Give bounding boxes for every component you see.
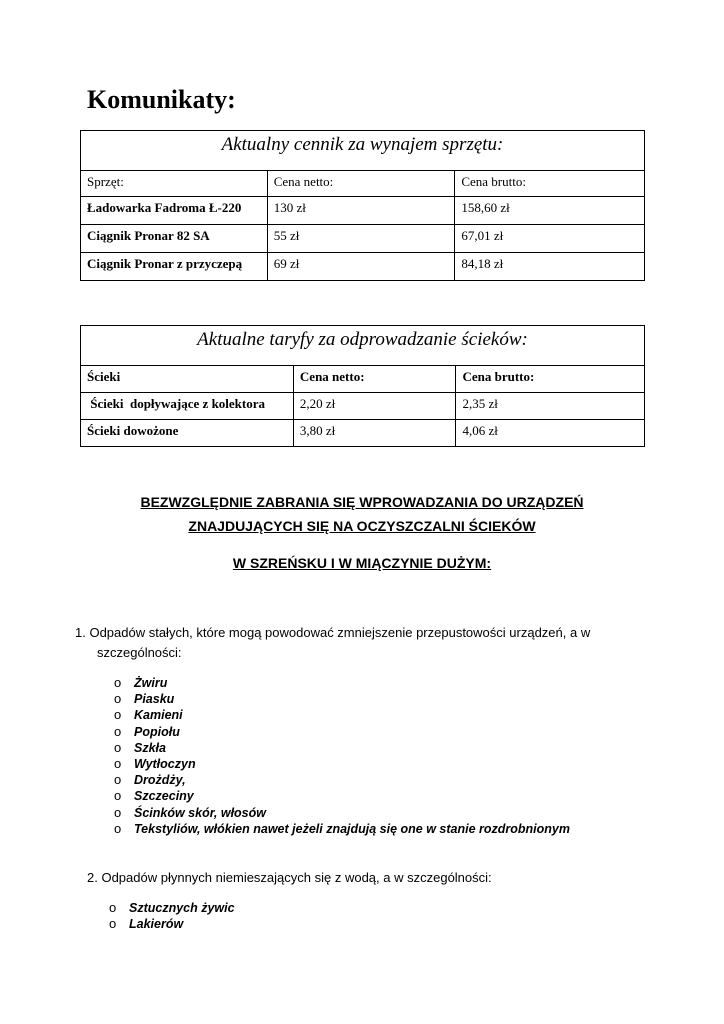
list-item-label: Drożdży, — [134, 773, 186, 788]
list-item-1-text-cont: szczególności: — [97, 645, 182, 660]
table-cell: 2,20 zł — [293, 393, 456, 420]
warning-heading-line-2: ZNAJDUJĄCYCH SIĘ NA OCZYSZCZALNI ŚCIEKÓW — [188, 518, 536, 534]
list-item-label: Szczeciny — [134, 789, 194, 804]
list-item-label: Popiołu — [134, 724, 180, 739]
table-cell: 130 zł — [267, 197, 455, 225]
table-caption: Aktualne taryfy za odprowadzanie ścieków: — [81, 326, 645, 366]
list-item — [109, 916, 235, 932]
list-item — [109, 900, 235, 916]
table-cell: 84,18 zł — [455, 253, 645, 281]
list-item-label: Sztucznych żywic — [129, 901, 235, 915]
table-cell: 55 zł — [267, 225, 455, 253]
list-item — [114, 788, 570, 804]
list-item-label: Tekstyliów, włókien nawet jeżeli znajdują się one w stanie rozdrobnionym — [134, 821, 570, 836]
sewage-tariff-table — [80, 325, 645, 447]
bullet-marker: o — [114, 691, 122, 707]
table-cell: 69 zł — [267, 253, 455, 281]
list-item — [114, 724, 570, 740]
table-cell: Ładowarka Fadroma Ł-220 — [81, 197, 268, 225]
bullet-marker: o — [114, 739, 122, 755]
list-item — [114, 675, 570, 691]
table-cell: Ciągnik Pronar z przyczepą — [81, 253, 268, 281]
list-item-label: Kamieni — [134, 708, 183, 723]
warning-heading-line-3: W SZREŃSKU I W MIĄCZYNIE DUŻYM: — [232, 555, 492, 571]
warning-heading-line-1: BEZWZGLĘDNIE ZABRANIA SIĘ WPROWADZANIA DO URZĄDZEŃ — [140, 494, 584, 510]
equipment-price-table — [80, 130, 645, 281]
bullet-marker: o — [109, 900, 117, 915]
list-item-2-text: 2. Odpadów płynnych niemieszających się z wodą, a w szczególności: — [87, 870, 492, 885]
table-cell: 67,01 zł — [455, 225, 645, 253]
list-item — [114, 707, 570, 723]
list-item — [114, 756, 570, 772]
table-cell: Ścieki dopływające z kolektora — [81, 393, 294, 420]
list-item-label: Wytłoczyn — [134, 756, 196, 771]
list-item-label: Piasku — [134, 692, 175, 707]
list-item-label: Ścinków skór, włosów — [134, 805, 266, 820]
list-item-1-subitems — [114, 675, 570, 837]
table-cell: 2,35 zł — [456, 393, 645, 420]
list-item-1-text: 1. Odpadów stałych, które mogą powodować zmniejszenie przepustowości urządzeń, a w — [75, 625, 591, 640]
list-item-2-subitems — [109, 900, 235, 932]
table-row — [81, 225, 645, 253]
bullet-marker: o — [114, 788, 122, 804]
list-item — [114, 740, 570, 756]
list-item-label: Lakierów — [129, 917, 184, 932]
table-caption: Aktualny cennik za wynajem sprzętu: — [81, 131, 645, 171]
table-cell: 4,06 zł — [456, 420, 645, 447]
table-cell: 158,60 zł — [455, 197, 645, 225]
table-row — [81, 420, 645, 447]
bullet-marker: o — [109, 916, 117, 932]
bullet-marker: o — [114, 723, 122, 739]
list-item — [114, 821, 570, 837]
bullet-marker: o — [114, 755, 122, 771]
column-header: Cena brutto: — [456, 366, 645, 393]
bullet-marker: o — [114, 804, 122, 820]
list-item — [114, 805, 570, 821]
column-header: Cena netto: — [267, 171, 455, 197]
bullet-marker: o — [114, 675, 122, 690]
column-header: Ścieki — [81, 366, 294, 393]
table-cell: Ciągnik Pronar 82 SA — [81, 225, 268, 253]
bullet-marker: o — [114, 772, 122, 788]
list-item-label: Żwiru — [134, 676, 168, 690]
column-header: Cena brutto: — [455, 171, 645, 197]
table-cell: Ścieki dowożone — [81, 420, 294, 447]
page-title: Komunikaty: — [87, 85, 236, 114]
column-header: Cena netto: — [293, 366, 456, 393]
column-header: Sprzęt: — [81, 171, 268, 197]
list-item — [114, 772, 570, 788]
list-item-label: Szkła — [134, 740, 166, 755]
table-row — [81, 197, 645, 225]
table-row — [81, 393, 645, 420]
list-item — [114, 691, 570, 707]
table-row — [81, 253, 645, 281]
bullet-marker: o — [114, 820, 122, 836]
bullet-marker: o — [114, 707, 122, 723]
table-cell: 3,80 zł — [293, 420, 456, 447]
